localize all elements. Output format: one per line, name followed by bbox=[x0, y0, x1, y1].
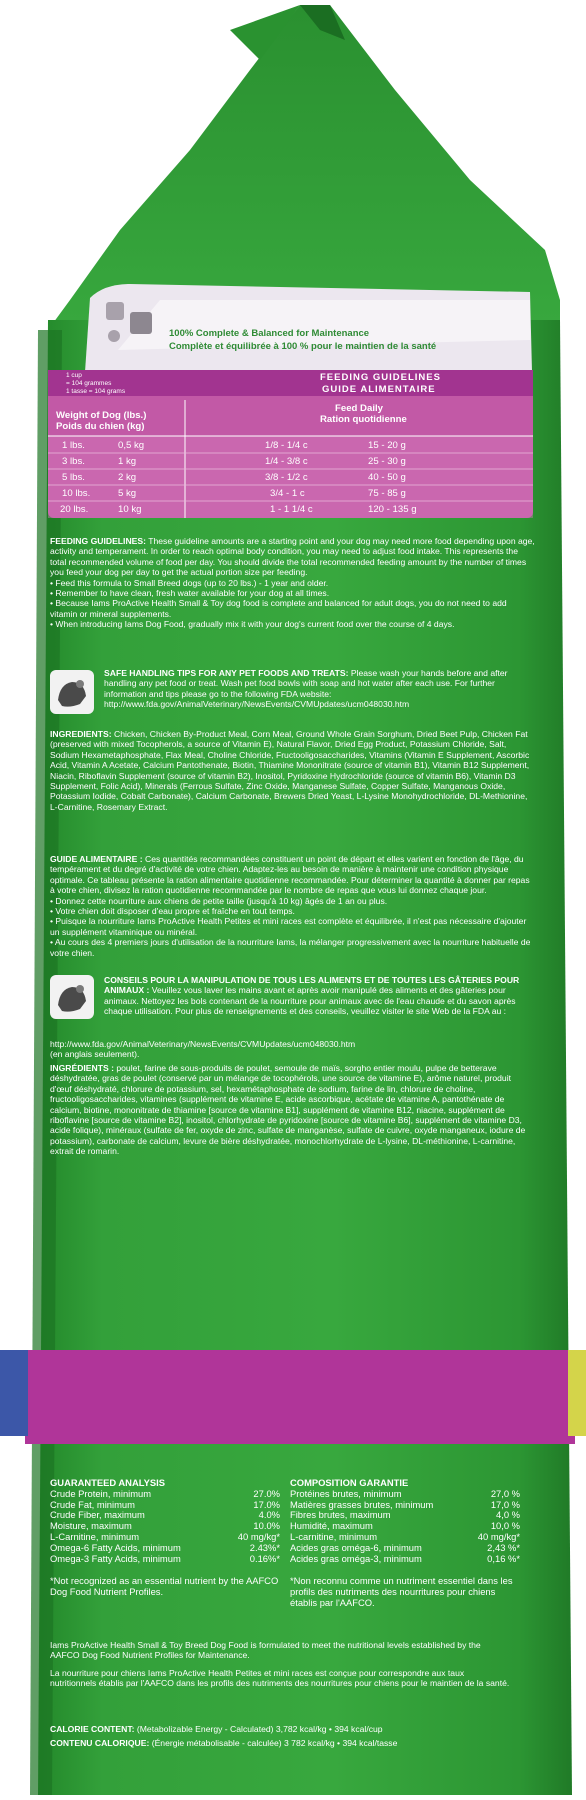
cup-note-en: 1 cup bbox=[66, 372, 82, 379]
cup-note-grams: = 104 grammes bbox=[66, 380, 112, 387]
analysis-value: 27.0% bbox=[253, 1487, 280, 1499]
calorie-en-text: (Metabolizable Energy - Calculated) 3,782 kcal/kg • 394 kcal/cup bbox=[136, 1724, 383, 1734]
row-kg: 0,5 kg bbox=[118, 440, 145, 451]
row-grams: 15 - 20 g bbox=[368, 440, 406, 451]
table-row bbox=[290, 1489, 520, 1500]
fda-url-fr-block bbox=[50, 1039, 535, 1060]
row-grams: 40 - 50 g bbox=[368, 472, 406, 483]
analysis-label: Moisture, maximum bbox=[50, 1520, 132, 1532]
analysis-value: 4.0% bbox=[258, 1509, 280, 1521]
ingredients-en-text: Chicken, Chicken By-Product Meal, Corn Meal, Ground Whole Grain Sorghum, Dried Beet Pulp, Chicken Fat (preserved with mixed Tocopherols, a source of Vitamin E), Natural Flavor, Dried Egg Product, Potassium Chloride, Salt, Sodium Hexametaphosphate, Flax Meal, Choline Chloride, Fructooligosaccharides, Vitamins (Vitamin E Supplement, Ascorbic Acid, Vitamin A Acetate, Calcium Pantothenate, Biotin, Thiamine Mononitrate (source of vitamin B1), Vitamin B12 Supplement, Niacin, Riboflavin Supplement (source of vitamin B2), Inositol, Pyridoxine Hydrochloride (source of vitamin B6), Vitamin D3 Supplement, Folic Acid), Minerals (Ferrous Sulfate, Zinc Oxide, Manganese Sulfate, Copper Sulfate, Manganous Oxide, Potassium Iodide, Cobalt Carbonate), Calcium Carbonate, Brewers Dried Yeast, L-Lysine Monohydrochloride, DL-Methionine, L-Carnitine, Rosemary Extract. bbox=[50, 729, 530, 812]
cup-note-fr: 1 tasse = 104 grams bbox=[66, 388, 126, 395]
guaranteed-analysis-fr bbox=[290, 1478, 520, 1609]
row-cups: 1/4 - 3/8 c bbox=[265, 456, 308, 467]
analysis-label: Crude Fiber, maximum bbox=[50, 1509, 145, 1521]
analysis-fr-heading: COMPOSITION GARANTIE bbox=[290, 1477, 409, 1488]
analysis-value: 10,0 % bbox=[490, 1520, 520, 1532]
row-lbs: 20 lbs. bbox=[60, 504, 89, 515]
analysis-label: Crude Fat, minimum bbox=[50, 1498, 135, 1510]
analysis-value: 0,16 %* bbox=[487, 1552, 520, 1564]
list-item: • Au cours des 4 premiers jours d'utilisation de la nourriture Iams, la mélanger progressivement avec la nourriture habituelle de votre chien. bbox=[50, 937, 531, 958]
analysis-label: Fibres brutes, maximum bbox=[290, 1509, 391, 1521]
safe-handling-fr-heading: CONSEILS POUR LA MANIPULATION DE TOUS LES ALIMENTS ET DE TOUTES LES GÂTERIES POUR ANIMAUX : bbox=[104, 975, 520, 996]
analysis-label: L-carnitine, minimum bbox=[290, 1530, 378, 1542]
banner-line-fr: Complète et équilibrée à 100 % pour le maintien de la santé bbox=[169, 341, 437, 352]
guidelines-fr-intro: Ces quantités recommandées constituent un point de départ et elles varient en fonction de l'âge, du tempérament et du degré d'activité de votre chien. Adaptez-les au besoin de manière à maintenir une condition physique optimale. Ce tableau présente la ration alimentaire quotidienne recommandée. Pour déterminer la quantité à donner par repas à votre chien, divisez la ration quotidienne recommandée par le nombre de repas que vous lui donnez chaque jour. bbox=[50, 854, 530, 896]
guidelines-fr-heading: GUIDE ALIMENTAIRE : bbox=[50, 854, 143, 864]
list-item: • Remember to have clean, fresh water available for your dog at all times. bbox=[50, 588, 330, 599]
analysis-value: 17.0% bbox=[253, 1498, 280, 1510]
analysis-label: Crude Protein, minimum bbox=[50, 1487, 152, 1499]
english-only-note: (en anglais seulement). bbox=[50, 1049, 140, 1060]
list-item: • Puisque la nourriture Iams ProActive Health Petites et mini races est complète et équilibrée, il n'est pas nécessaire d'ajouter un supplément vitaminique ou minéral. bbox=[50, 916, 527, 937]
guidelines-en bbox=[50, 536, 535, 630]
ingredients-fr-heading: INGRÉDIENTS : bbox=[50, 1063, 114, 1073]
guaranteed-analysis-en bbox=[50, 1478, 280, 1598]
row-grams: 75 - 85 g bbox=[368, 488, 406, 499]
fda-url-en: http://www.fda.gov/AnimalVeterinary/NewsEvents/CVMUpdates/ucm048030.htm bbox=[104, 699, 410, 710]
analysis-value: 4,0 % bbox=[496, 1509, 520, 1521]
row-grams: 120 - 135 g bbox=[368, 504, 417, 515]
safe-handling-fr bbox=[104, 975, 534, 1017]
ingredients-en-heading: INGREDIENTS: bbox=[50, 729, 112, 739]
analysis-label: Omega-3 Fatty Acids, minimum bbox=[50, 1552, 181, 1564]
list-item: • When introducing Iams Dog Food, gradually mix it with your dog's current food over the course of 4 days. bbox=[50, 619, 455, 630]
analysis-label: Acides gras oméga-3, minimum bbox=[290, 1552, 422, 1564]
analysis-value: 2,43 %* bbox=[487, 1541, 520, 1553]
col-weight-fr: Poids du chien (kg) bbox=[56, 421, 145, 432]
analysis-en-footnote: *Not recognized as an essential nutrient by the AAFCO Dog Food Nutrient Profiles. bbox=[50, 1575, 279, 1598]
calorie-fr-text: (Énergie métabolisable - calculée) 3 782 kcal/kg • 394 kcal/tasse bbox=[151, 1738, 398, 1748]
table-title-en: FEEDING GUIDELINES bbox=[320, 372, 441, 383]
row-cups: 1/8 - 1/4 c bbox=[265, 440, 308, 451]
row-lbs: 1 lbs. bbox=[62, 440, 85, 451]
calorie-fr-label: CONTENU CALORIQUE: bbox=[50, 1738, 150, 1748]
row-lbs: 3 lbs. bbox=[62, 456, 85, 467]
safe-handling-en-heading: SAFE HANDLING TIPS FOR ANY PET FOODS AND TREATS: bbox=[104, 668, 349, 678]
list-item: • Because Iams ProActive Health Small & Toy dog food is complete and balanced for adult dogs, you do not need to add vitamin or mineral supplements. bbox=[50, 598, 507, 619]
analysis-value: 0.16%* bbox=[249, 1552, 280, 1564]
table-row bbox=[290, 1554, 520, 1565]
row-cups: 3/4 - 1 c bbox=[270, 488, 305, 499]
list-item: • Donnez cette nourriture aux chiens de petite taille (jusqu'à 10 kg) âgés de 1 an ou plus. bbox=[50, 895, 388, 906]
safe-handling-en bbox=[104, 668, 534, 710]
analysis-label: Protéines brutes, minimum bbox=[290, 1487, 402, 1499]
analysis-value: 17,0 % bbox=[490, 1498, 520, 1510]
analysis-label: Omega-6 Fatty Acids, minimum bbox=[50, 1541, 181, 1553]
banner-line-en: 100% Complete & Balanced for Maintenance bbox=[169, 328, 370, 339]
list-item: • Feed this formula to Small Breed dogs (up to 20 lbs.) - 1 year and older. bbox=[50, 577, 329, 588]
safe-handling-en-text: Please wash your hands before and after handling any pet food or treat. Wash pet food bowls with soap and hot water after each use. For further information and tips please go to the following FDA website: bbox=[104, 668, 508, 699]
aafco-statement-en: Iams ProActive Health Small & Toy Breed Dog Food is formulated to meet the nutritional levels established by the AAFCO Dog Food Nutrient Profiles for Maintenance. bbox=[50, 1640, 481, 1661]
safe-handling-fr-text: Veuillez vous laver les mains avant et après avoir manipulé des aliments et des gâteries pour animaux. Nettoyez les bols contenant de la nourriture pour animaux avec de l'eau chaude et du savon après chaque utilisation. Pour plus de renseignements et des conseils, veuillez visiter le site Web de la FDA au : bbox=[104, 985, 516, 1017]
row-cups: 3/8 - 1/2 c bbox=[265, 472, 308, 483]
guidelines-en-heading: FEEDING GUIDELINES: bbox=[50, 536, 146, 546]
analysis-label: Matières grasses brutes, minimum bbox=[290, 1498, 434, 1510]
row-grams: 25 - 30 g bbox=[368, 456, 406, 467]
table-title-fr: GUIDE ALIMENTAIRE bbox=[322, 384, 436, 395]
analysis-value: 27,0 % bbox=[490, 1487, 520, 1499]
row-kg: 10 kg bbox=[118, 504, 142, 515]
analysis-value: 10.0% bbox=[253, 1520, 280, 1532]
col-feed-fr: Ration quotidienne bbox=[320, 414, 407, 425]
guidelines-en-intro: These guideline amounts are a starting point and your dog may need more food depending upon age, activity and temperament. In order to reach optimal body condition, you may need to adjust food intake. This represents the total recommended volume of food per day. You should divide the total recommended feeding amount by the number of times you feed your dog per day to get the actual portion size per feeding. bbox=[50, 536, 535, 578]
ingredients-fr bbox=[50, 1063, 535, 1157]
row-lbs: 10 lbs. bbox=[62, 488, 91, 499]
col-feed-en: Feed Daily bbox=[335, 403, 383, 414]
hand-washing-icon bbox=[50, 975, 94, 1019]
ingredients-fr-text: poulet, farine de sous-produits de poulet, semoule de maïs, sorgho entier moulu, pulpe de betterave déshydratée, gras de poulet (conservé par un mélange de tocophérols, une source de vitamine E), arôme naturel, produit d'œuf déshydraté, chlorure de potassium, sel, hexamétaphosphate de sodium, farine de lin, chlorure de choline, fructooligosaccharides, vitamines (supplément de vitamine E, acide ascorbique, acétate de vitamine A, pantothénate de calcium, biotine, mononitrate de thiamine [source de vitamine B1], supplément de vitamine B12, niacine, supplément de riboflavine [source de vitamine B2], inositol, chlorhydrate de pyridoxine [source de vitamine B6], supplément de vitamine D3, acide folique), minéraux (sulfate de fer, oxyde de zinc, sulfate de manganèse, sulfate de cuivre, oxyde manganeux, iodure de potassium), carbonate de calcium, levure de bière déshydratée, monochlorhydrate de L-lysine, DL-méthionine, L-carnitine, extrait de romarin. bbox=[50, 1063, 526, 1157]
analysis-value: 40 mg/kg* bbox=[237, 1530, 280, 1542]
maintenance-banner bbox=[80, 290, 540, 370]
fda-url-fr: http://www.fda.gov/AnimalVeterinary/NewsEvents/CVMUpdates/ucm048030.htm bbox=[50, 1039, 356, 1049]
table-row bbox=[290, 1543, 520, 1554]
row-kg: 1 kg bbox=[118, 456, 137, 467]
table-row bbox=[50, 1543, 280, 1554]
hand-washing-icon bbox=[50, 670, 94, 714]
table-row bbox=[50, 1489, 280, 1500]
analysis-value: 40 mg/kg* bbox=[477, 1530, 520, 1542]
calorie-en-label: CALORIE CONTENT: bbox=[50, 1724, 135, 1734]
aafco-statement-fr: La nourriture pour chiens Iams ProActive Health Petites et mini races est conçue pour correspondre aux taux nutritionnels établis par l'AAFCO dans les profils des nutriments des nourritures pour chiens pour le maintien de la santé. bbox=[50, 1668, 510, 1689]
row-kg: 5 kg bbox=[118, 488, 137, 499]
guidelines-fr bbox=[50, 854, 535, 958]
analysis-en-heading: GUARANTEED ANALYSIS bbox=[50, 1477, 165, 1488]
list-item: • Votre chien doit disposer d'eau propre et fraîche en tout temps. bbox=[50, 906, 295, 917]
table-row bbox=[50, 1554, 280, 1565]
analysis-value: 2.43%* bbox=[249, 1541, 280, 1553]
row-lbs: 5 lbs. bbox=[62, 472, 85, 483]
row-cups: 1 - 1 1/4 c bbox=[270, 504, 313, 515]
calorie-content-fr bbox=[50, 1738, 530, 1748]
analysis-label: L-Carnitine, minimum bbox=[50, 1530, 140, 1542]
analysis-label: Humidité, maximum bbox=[290, 1520, 373, 1532]
calorie-content-en bbox=[50, 1724, 530, 1734]
row-kg: 2 kg bbox=[118, 472, 137, 483]
analysis-label: Acides gras oméga-6, minimum bbox=[290, 1541, 422, 1553]
col-weight-en: Weight of Dog (lbs.) bbox=[56, 410, 147, 421]
ingredients-en bbox=[50, 729, 535, 812]
analysis-fr-footnote: *Non reconnu comme un nutriment essentiel dans les profils des nutriments des nourritures pour chiens établis par l'AAFCO. bbox=[290, 1575, 513, 1608]
